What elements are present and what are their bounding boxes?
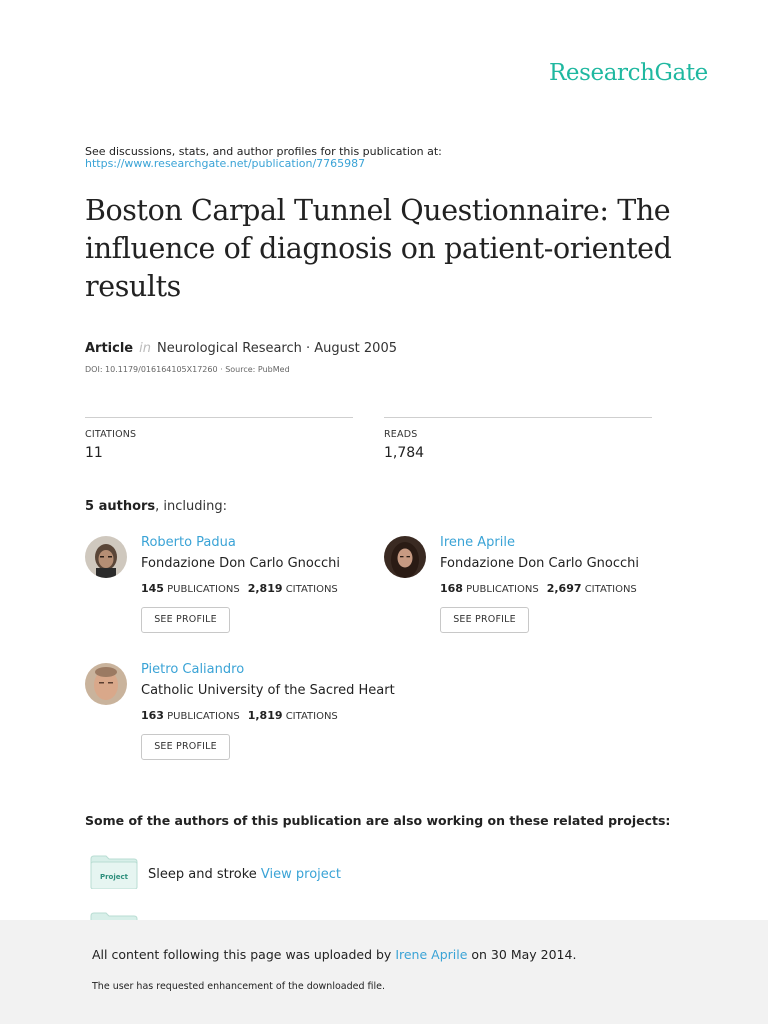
author-institution: Fondazione Don Carlo Gnocchi — [141, 556, 341, 571]
see-profile-button[interactable]: SEE PROFILE — [141, 734, 230, 760]
author-institution: Catholic University of the Sacred Heart — [141, 683, 395, 698]
avatar[interactable] — [384, 536, 426, 578]
avatar[interactable] — [85, 663, 127, 705]
author-card-irene-aprile — [384, 536, 684, 656]
author-institution: Fondazione Don Carlo Gnocchi — [440, 556, 640, 571]
journal-date: Neurological Research · August 2005 — [156, 341, 397, 356]
reads-label: READS — [384, 429, 418, 440]
publications-label: PUBLICATIONS — [167, 711, 240, 722]
see-profile-button[interactable]: SEE PROFILE — [141, 607, 230, 633]
upload-footer — [0, 920, 768, 1024]
project-icon-label: Project — [99, 873, 129, 881]
authors-count: 5 authors — [85, 499, 156, 514]
avatar[interactable] — [85, 536, 127, 578]
upload-prefix: All content following this page was uploaded by — [92, 947, 392, 962]
see-discussions-text: See discussions, stats, and author profiles for this publication at: — [85, 145, 442, 158]
author-citations-count: 2,819 — [247, 582, 283, 595]
authors-including: , including: — [155, 499, 228, 514]
author-citations-label: CITATIONS — [584, 584, 637, 595]
related-projects-heading: Some of the authors of this publication are also working on these related projects: — [85, 813, 671, 828]
author-name-link[interactable]: Roberto Padua — [141, 535, 236, 550]
author-stats — [141, 582, 338, 595]
project-name: Sleep and stroke — [148, 867, 257, 882]
publications-count: 168 — [440, 582, 463, 595]
uploader-link[interactable]: Irene Aprile — [395, 947, 468, 962]
project-item — [148, 867, 341, 882]
doi-source: DOI: 10.1179/016164105X17260 · Source: PubMed — [85, 365, 290, 374]
author-stats — [141, 709, 338, 722]
publication-type: Article — [85, 341, 134, 356]
publication-url-link[interactable]: https://www.researchgate.net/publication/7765987 — [85, 157, 366, 170]
author-citations-label: CITATIONS — [285, 711, 338, 722]
enhancement-note: The user has requested enhancement of the downloaded file. — [92, 981, 386, 992]
author-name-link[interactable]: Pietro Caliandro — [141, 662, 245, 677]
publication-meta — [85, 341, 397, 356]
publications-label: PUBLICATIONS — [466, 584, 539, 595]
researchgate-logo[interactable]: ResearchGate — [549, 60, 708, 86]
view-project-link[interactable]: View project — [260, 867, 342, 882]
project-folder-icon — [90, 855, 138, 889]
author-name-link[interactable]: Irene Aprile — [440, 535, 515, 550]
author-card-roberto-padua — [85, 536, 385, 656]
citations-label: CITATIONS — [85, 429, 137, 440]
citations-count: 11 — [85, 445, 103, 461]
author-stats — [440, 582, 637, 595]
author-citations-label: CITATIONS — [285, 584, 338, 595]
reads-count: 1,784 — [384, 445, 425, 461]
publications-count: 145 — [141, 582, 164, 595]
author-card-pietro-caliandro — [85, 662, 395, 783]
citations-divider — [85, 417, 353, 418]
upload-date: on 30 May 2014. — [471, 947, 577, 962]
see-profile-button[interactable]: SEE PROFILE — [440, 607, 529, 633]
in-label: in — [139, 341, 151, 356]
upload-info — [92, 947, 576, 962]
publications-count: 163 — [141, 709, 164, 722]
author-citations-count: 1,819 — [247, 709, 283, 722]
author-citations-count: 2,697 — [546, 582, 582, 595]
publications-label: PUBLICATIONS — [167, 584, 240, 595]
reads-divider — [384, 417, 652, 418]
authors-heading — [85, 499, 227, 514]
publication-title: Boston Carpal Tunnel Questionnaire: The influence of diagnosis on patient-oriented results — [85, 194, 672, 303]
